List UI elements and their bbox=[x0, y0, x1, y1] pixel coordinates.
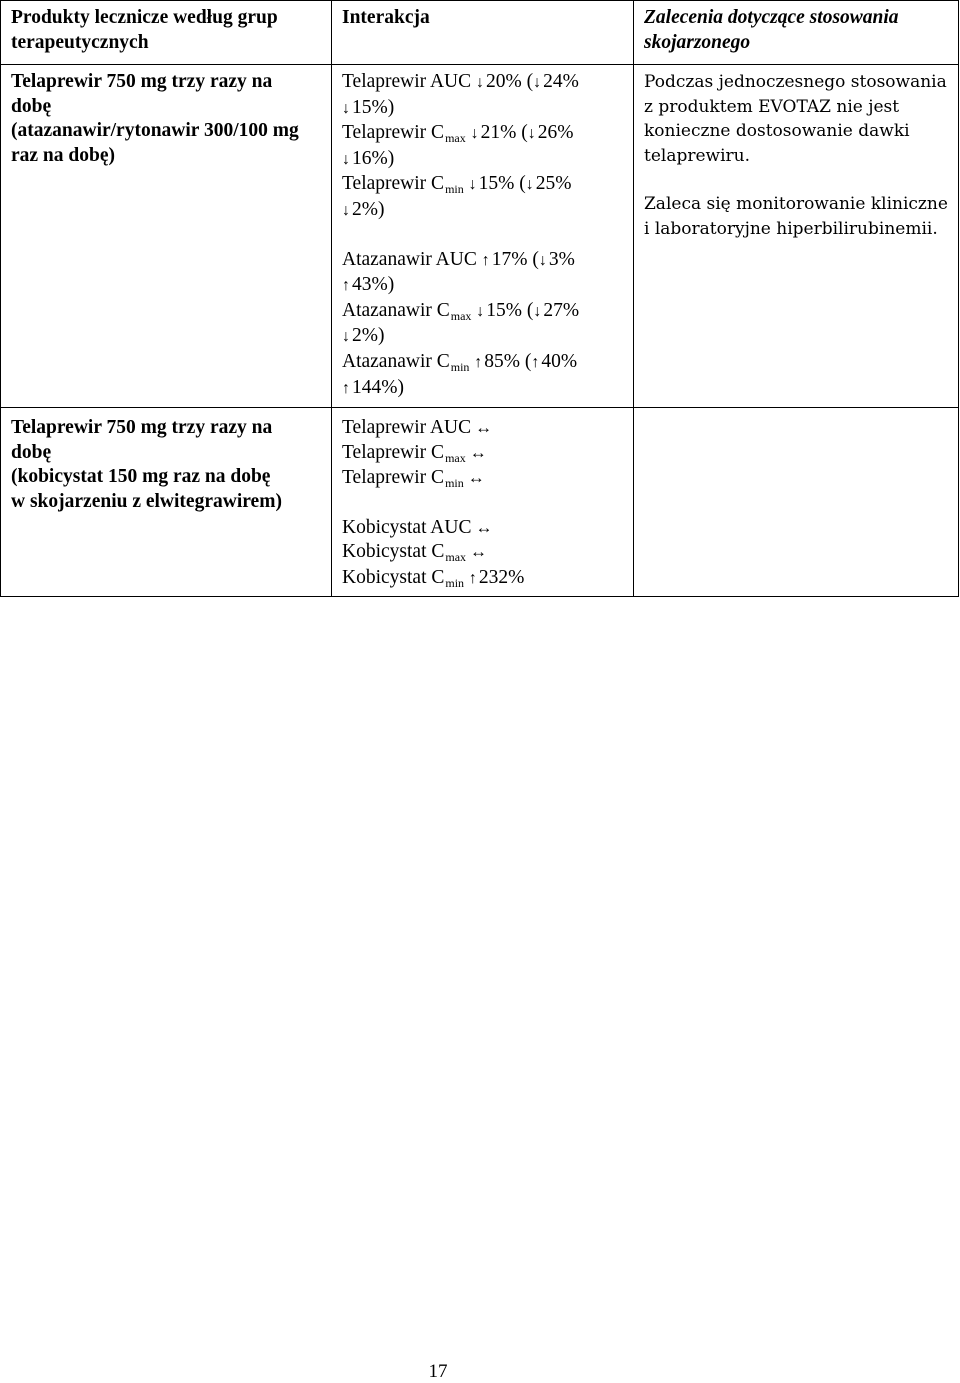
atazanavir-cmin-line bbox=[342, 350, 623, 376]
double-arrow-icon: ↔ bbox=[467, 468, 485, 488]
atazanavir-auc-ci-line bbox=[342, 273, 623, 299]
recommendation-line: Zaleca się monitorowanie kliniczne bbox=[644, 194, 948, 214]
table-row bbox=[1, 408, 959, 597]
interaction-table bbox=[0, 0, 959, 597]
recommendation-cell bbox=[634, 65, 959, 408]
header-recommendations bbox=[634, 1, 959, 65]
atazanavir-cmax-value: 15% ( bbox=[486, 299, 534, 321]
product-cell bbox=[1, 65, 332, 408]
cobicistat-cmin-line bbox=[342, 566, 623, 592]
header-interaction-text: Interakcja bbox=[342, 7, 430, 28]
arrow-down-icon: ↓ bbox=[527, 125, 536, 143]
double-arrow-icon: ↔ bbox=[475, 517, 493, 537]
recommendation-line: z produktem EVOTAZ nie jest bbox=[644, 96, 900, 117]
atazanavir-cmin-ci-high: 144%) bbox=[352, 376, 404, 398]
arrow-down-icon: ↓ bbox=[342, 99, 350, 117]
atazanavir-auc-line bbox=[342, 248, 623, 274]
arrow-up-icon: ↑ bbox=[342, 379, 350, 397]
atazanavir-cmin-ci-low: 40% bbox=[541, 350, 578, 372]
arrow-up-icon: ↑ bbox=[481, 251, 490, 269]
telaprevir-cmax-ci-line bbox=[342, 147, 623, 173]
arrow-up-icon: ↑ bbox=[474, 353, 483, 371]
atazanavir-cmax-ci-line bbox=[342, 324, 623, 350]
subscript-min: min bbox=[445, 182, 464, 197]
arrow-down-icon: ↓ bbox=[533, 302, 542, 320]
cobicistat-cmin-label: Kobicystat C bbox=[342, 566, 445, 588]
subscript-max: max bbox=[445, 450, 466, 465]
product-line: Telaprewir 750 mg trzy razy na bbox=[11, 417, 273, 438]
subscript-max: max bbox=[445, 550, 467, 565]
subscript-min: min bbox=[445, 575, 465, 590]
cobicistat-auc-label: Kobicystat AUC bbox=[342, 516, 472, 538]
telaprevir-auc-label: Telaprewir AUC bbox=[342, 71, 472, 92]
arrow-up-icon: ↑ bbox=[342, 277, 350, 295]
product-line: raz na dobę) bbox=[11, 144, 115, 166]
atazanavir-auc-label: Atazanawir AUC bbox=[342, 248, 477, 270]
product-line: w skojarzeniu z elwitegrawirem) bbox=[11, 490, 282, 512]
recommendation-line: Podczas jednoczesnego stosowania bbox=[644, 72, 947, 92]
atazanavir-auc-ci-high: 43%) bbox=[352, 274, 395, 296]
telaprevir-cmin-line bbox=[342, 172, 623, 198]
telaprevir-cmax-label: Telaprewir C bbox=[342, 441, 445, 463]
arrow-down-icon: ↓ bbox=[476, 74, 485, 91]
double-arrow-icon: ↔ bbox=[475, 418, 493, 437]
table-row bbox=[1, 65, 959, 408]
recommendation-line: konieczne dostosowanie dawki bbox=[644, 121, 910, 141]
recommendation-cell bbox=[634, 408, 959, 597]
telaprevir-cmax-line bbox=[342, 121, 623, 147]
arrow-down-icon: ↓ bbox=[342, 150, 350, 168]
cobicistat-cmax-line bbox=[342, 540, 623, 566]
telaprevir-cmax-label: Telaprewir C bbox=[342, 122, 445, 144]
telaprevir-auc-ci-low: 24% bbox=[543, 71, 579, 92]
double-arrow-icon: ↔ bbox=[470, 542, 488, 562]
atazanavir-cmin-ci-line bbox=[342, 376, 623, 402]
subscript-max: max bbox=[445, 131, 466, 146]
telaprevir-cmax-ci-low: 26% bbox=[537, 122, 574, 144]
telaprevir-auc-line bbox=[342, 416, 623, 441]
product-line: (atazanawir/rytonawir 300/100 mg bbox=[11, 120, 299, 142]
product-cell bbox=[1, 408, 332, 597]
product-line: dobę bbox=[11, 441, 52, 463]
telaprevir-cmin-line bbox=[342, 466, 623, 492]
arrow-down-icon: ↓ bbox=[342, 328, 350, 346]
page-number: 17 bbox=[428, 1361, 448, 1382]
atazanavir-auc-ci-low: 3% bbox=[548, 248, 575, 270]
atazanavir-cmax-line bbox=[342, 299, 623, 325]
telaprevir-cmin-label: Telaprewir C bbox=[342, 173, 445, 195]
atazanavir-cmin-value: 85% ( bbox=[484, 350, 532, 372]
interaction-cell bbox=[332, 408, 634, 597]
telaprevir-cmin-ci-low: 25% bbox=[535, 173, 572, 195]
header-interaction bbox=[332, 1, 634, 65]
telaprevir-cmin-value: 15% ( bbox=[478, 173, 526, 195]
atazanavir-cmax-label: Atazanawir C bbox=[342, 299, 450, 321]
arrow-down-icon: ↓ bbox=[468, 176, 477, 194]
recommendation-line: i laboratoryjne hiperbilirubinemii. bbox=[644, 218, 938, 239]
telaprevir-auc-line bbox=[342, 70, 623, 96]
telaprevir-auc-ci-line bbox=[342, 96, 623, 122]
telaprevir-auc-value: 20% ( bbox=[486, 71, 534, 92]
subscript-min: min bbox=[445, 476, 464, 491]
telaprevir-cmax-value: 21% ( bbox=[480, 122, 528, 144]
arrow-down-icon: ↓ bbox=[525, 176, 534, 194]
arrow-down-icon: ↓ bbox=[476, 302, 485, 320]
atazanavir-cmin-label: Atazanawir C bbox=[342, 350, 450, 372]
cobicistat-cmax-label: Kobicystat C bbox=[342, 541, 445, 563]
header-products bbox=[1, 1, 332, 65]
arrow-up-icon: ↑ bbox=[468, 569, 477, 587]
telaprevir-cmin-ci-high: 2%) bbox=[352, 198, 385, 220]
telaprevir-cmax-line bbox=[342, 441, 623, 467]
header-recommendations-text: Zalecenia dotyczące stosowania skojarzonego bbox=[644, 7, 899, 53]
arrow-up-icon: ↑ bbox=[531, 353, 540, 371]
telaprevir-cmin-label: Telaprewir C bbox=[342, 467, 445, 489]
double-arrow-icon: ↔ bbox=[469, 442, 487, 462]
arrow-down-icon: ↓ bbox=[533, 74, 542, 91]
telaprevir-auc-ci-high: 15%) bbox=[352, 96, 395, 118]
telaprevir-auc-label: Telaprewir AUC bbox=[342, 417, 472, 438]
telaprevir-cmin-ci-line bbox=[342, 198, 623, 224]
arrow-down-icon: ↓ bbox=[538, 251, 547, 269]
cobicistat-cmin-value: 232% bbox=[478, 566, 525, 588]
interaction-cell bbox=[332, 65, 634, 408]
product-line: dobę bbox=[11, 95, 52, 117]
atazanavir-auc-value: 17% ( bbox=[491, 248, 539, 270]
atazanavir-cmax-ci-low: 27% bbox=[543, 299, 580, 321]
subscript-min: min bbox=[450, 359, 470, 374]
atazanavir-cmax-ci-high: 2%) bbox=[352, 325, 385, 347]
recommendation-text bbox=[644, 70, 948, 241]
subscript-max: max bbox=[450, 308, 472, 323]
telaprevir-cmax-ci-high: 16%) bbox=[352, 147, 395, 169]
table-header-row bbox=[1, 1, 959, 65]
product-line: (kobicystat 150 mg raz na dobę bbox=[11, 466, 271, 488]
cobicistat-auc-line bbox=[342, 516, 623, 541]
recommendation-line: telaprewiru. bbox=[644, 145, 751, 166]
arrow-down-icon: ↓ bbox=[342, 201, 350, 219]
arrow-down-icon: ↓ bbox=[470, 125, 479, 143]
product-line: Telaprewir 750 mg trzy razy na bbox=[11, 71, 273, 92]
header-products-text: Produkty lecznicze według grup terapeutycznych bbox=[11, 7, 278, 53]
